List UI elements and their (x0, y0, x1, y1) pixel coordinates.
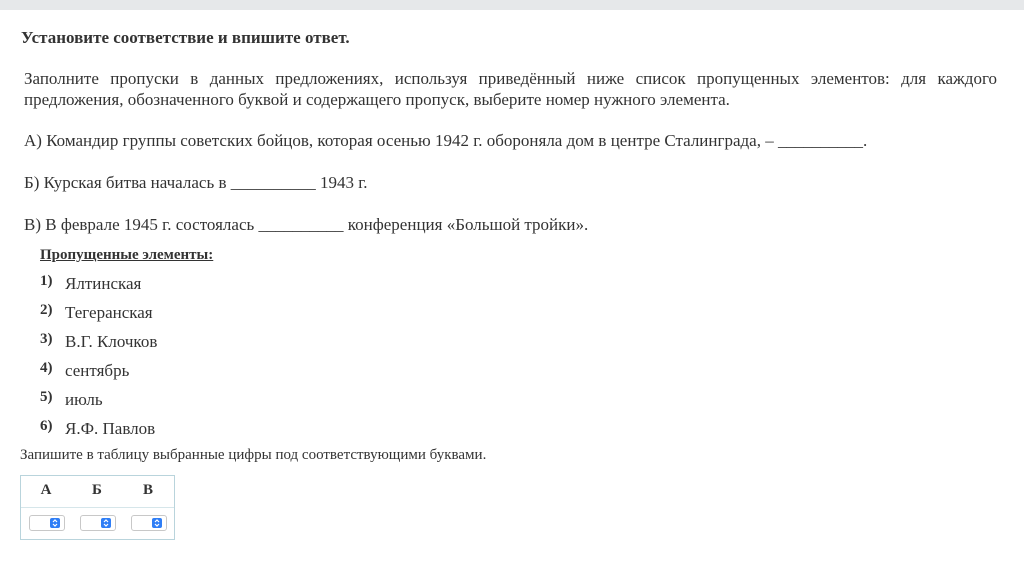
option-text: В.Г. Клочков (65, 332, 158, 351)
sentence-a (24, 131, 867, 151)
column-header-c: В (142, 482, 153, 498)
sentence-c-end: конференция «Большой тройки». (343, 215, 589, 234)
answer-select-c[interactable] (131, 515, 167, 531)
option-text: июль (65, 390, 103, 409)
options-list (40, 271, 157, 445)
select-arrows-icon (152, 518, 162, 528)
answer-row (21, 507, 174, 540)
answer-select-b[interactable] (80, 515, 116, 531)
sentence-a-text: А) Командир группы советских бойцов, которая осенью 1942 г. обороняла дом в центре Сталинграда, – (24, 131, 778, 150)
sentence-b-text: Б) Курская битва началась в (24, 173, 231, 192)
option-item (40, 271, 157, 300)
option-number: 1) (40, 273, 53, 289)
option-text: Ялтинская (65, 274, 142, 293)
top-bar (0, 0, 1024, 10)
option-number: 3) (40, 331, 53, 347)
answer-table (20, 475, 175, 540)
option-number: 2) (40, 302, 53, 318)
sentence-c-text: В) В феврале 1945 г. состоялась (24, 215, 259, 234)
sentence-b-end: 1943 г. (315, 173, 368, 192)
select-arrows-icon (101, 518, 111, 528)
option-item (40, 358, 157, 387)
column-header-a: А (40, 482, 52, 498)
option-number: 6) (40, 418, 53, 434)
sentence-b (24, 173, 368, 193)
option-text: сентябрь (65, 361, 130, 380)
sentence-b-blank: __________ (230, 173, 316, 192)
missing-elements-title: Пропущенные элементы: (40, 247, 214, 263)
answer-select-a[interactable] (29, 515, 65, 531)
answer-instruction: Запишите в таблицу выбранные цифры под соответствующими буквами. (20, 447, 487, 463)
option-text: Я.Ф. Павлов (65, 419, 156, 438)
option-item (40, 329, 157, 358)
option-number: 5) (40, 389, 53, 405)
option-item (40, 387, 157, 416)
option-item (40, 300, 157, 329)
task-intro: Заполните пропуски в данных предложениях, используя приведённый ниже список пропущенных элементов: для каждого предложения, обозначенного буквой и содержащего пропуск, выберите номер нужного элемента. (24, 69, 997, 109)
sentence-a-end: . (862, 131, 868, 150)
option-number: 4) (40, 360, 53, 376)
sentence-c (24, 215, 588, 235)
select-arrows-icon (50, 518, 60, 528)
column-header-b: Б (92, 482, 102, 498)
option-item (40, 416, 157, 445)
option-text: Тегеранская (65, 303, 153, 322)
task-heading: Установите соответствие и впишите ответ. (21, 28, 350, 47)
sentence-a-blank: __________ (777, 131, 863, 150)
sentence-c-blank: __________ (258, 215, 344, 234)
